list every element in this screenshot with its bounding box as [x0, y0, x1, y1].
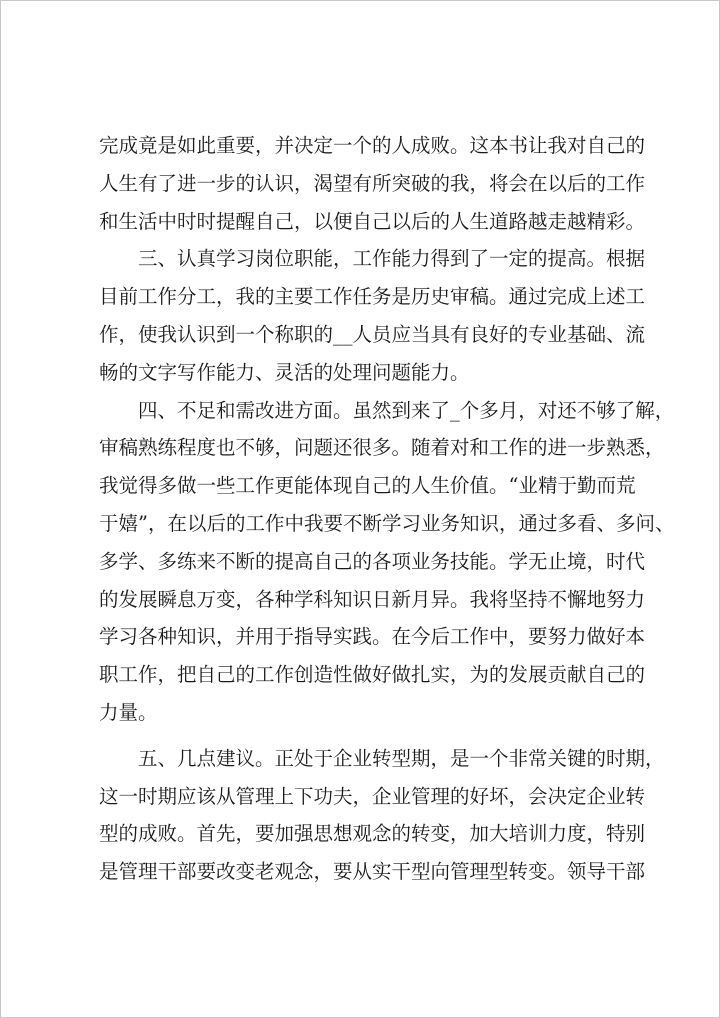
text-line: 四、不足和需改进方面。虽然到来了_个多月，对还不够了解，	[99, 398, 675, 422]
text-line: 多学、多练来不断的提高自己的各项业务技能。学无止境，时代	[99, 549, 646, 573]
text-line: 这一时期应该从管理上下功夫，企业管理的好坏，会决定企业转	[99, 784, 646, 808]
text-line: 职工作，把自己的工作创造性做好做扎实，为的发展贡献自己的	[99, 663, 646, 687]
text-line: 人生有了进一步的认识，渴望有所突破的我，将会在以后的工作	[99, 171, 646, 195]
paragraph-4	[99, 740, 665, 891]
text-line: 学习各种知识，并用于指导实践。在今后工作中，要努力做好本	[99, 625, 646, 649]
text-line: 审稿熟练程度也不够，问题还很多。随着对和工作的进一步熟悉，	[99, 436, 665, 460]
text-line: 和生活中时时提醒自己，以便自己以后的人生道路越走越精彩。	[99, 209, 646, 233]
text-line: 五、几点建议。正处于企业转型期，是一个非常关键的时期，	[99, 746, 665, 770]
text-line: 于嬉”，在以后的工作中我要不断学习业务知识，通过多看、多问、	[99, 511, 675, 535]
text-line: 的发展瞬息万变，各种学科知识日新月异。我将坚持不懈地努力	[99, 587, 646, 611]
text-line: 三、认真学习岗位职能，工作能力得到了一定的提高。根据	[99, 247, 646, 271]
paragraph-1	[99, 127, 646, 240]
text-line: 目前工作分工，我的主要工作任务是历史审稿。通过完成上述工	[99, 285, 646, 309]
text-line: 我觉得多做一些工作更能体现自己的人生价值。“业精于勤而荒	[99, 474, 636, 498]
paragraph-spacer	[99, 732, 629, 740]
text-line: 畅的文字写作能力、灵活的处理问题能力。	[99, 360, 470, 384]
text-line: 是管理干部要改变老观念，要从实干型向管理型转变。领导干部	[99, 860, 646, 884]
text-line: 作，使我认识到一个称职的__人员应当具有良好的专业基础、流	[99, 322, 646, 346]
paragraph-3	[99, 392, 675, 732]
text-line: 完成竟是如此重要，并决定一个的人成败。这本书让我对自己的	[99, 134, 646, 157]
text-line: 型的成败。首先，要加强思想观念的转变，加大培训力度，特别	[99, 822, 646, 846]
document-body	[99, 127, 675, 891]
paragraph-2	[99, 240, 646, 391]
text-line: 力量。	[99, 700, 158, 724]
